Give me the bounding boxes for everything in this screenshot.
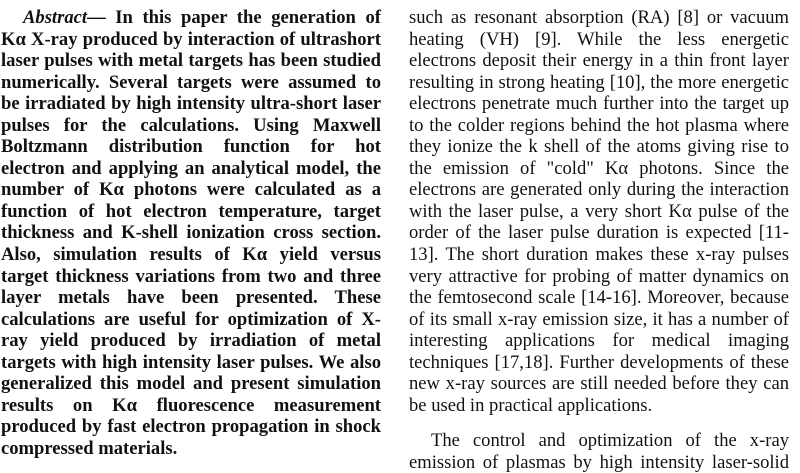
abstract-line: layer metals have been presented. These	[1, 287, 381, 309]
abstract-line: be irradiated by high intensity ultra-short laser	[1, 93, 381, 115]
body-line: interesting applications for medical imaging	[409, 330, 789, 352]
body-line: 13]. The short duration makes these x-ray pulses	[409, 244, 789, 266]
abstract-line: Boltzmann distribution function for hot	[1, 136, 381, 158]
abstract-line: number of Kα photons were calculated as a	[1, 179, 381, 201]
abstract-line: electron and applying an analytical model, the	[1, 157, 381, 179]
abstract-line: Kα X-ray produced by interaction of ultrashort	[1, 28, 381, 50]
body-line: The control and optimization of the x-ray	[431, 430, 789, 452]
abstract-label: Abstract	[23, 7, 88, 28]
body-line: heating (VH) [9]. While the less energetic	[409, 28, 789, 50]
body-line: electrons are generated only during the interaction	[409, 179, 789, 201]
body-line: electrons deposit their energy in a thin front layer	[409, 50, 789, 72]
body-line: emission of plasmas by high intensity laser-solid	[409, 451, 789, 473]
abstract-line: Also, simulation results of Kα yield versus	[1, 244, 381, 266]
abstract-line: produced by fast electron propagation in shock	[1, 416, 381, 438]
abstract-line: calculations are useful for optimization of X-	[1, 308, 381, 330]
body-line: to the colder regions behind the hot plasma where	[409, 114, 789, 136]
body-line: the femtosecond scale [14-16]. Moreover, because	[409, 287, 789, 309]
abstract-text: In this paper the generation of	[105, 7, 381, 28]
abstract-column	[1, 7, 381, 459]
body-column	[409, 7, 789, 473]
abstract-line: targets with high intensity laser pulses. We also	[1, 351, 381, 373]
abstract-dash: —	[87, 7, 106, 28]
abstract-line: laser pulses with metal targets has been studied	[1, 50, 381, 72]
abstract-line: target thickness variations from two and three	[1, 265, 381, 287]
body-line: techniques [17,18]. Further developments of these	[409, 351, 789, 373]
abstract-line: pulses for the calculations. Using Maxwell	[1, 114, 381, 136]
abstract-line: thickness and K-shell ionization cross section.	[1, 222, 381, 244]
body-line: electrons penetrate much further into the target up	[409, 93, 789, 115]
abstract-line: compressed materials.	[1, 437, 178, 459]
body-line: order of the laser pulse duration is expected [11-	[409, 222, 789, 244]
body-line: new x-ray sources are still needed before they can	[409, 373, 789, 395]
body-line: they ionize the k shell of the atoms giving rise to	[409, 136, 789, 158]
paragraph-gap	[409, 416, 789, 430]
body-line: be used in practical applications.	[409, 394, 653, 416]
body-line: such as resonant absorption (RA) [8] or vacuum	[409, 7, 789, 28]
abstract-line: results on Kα fluorescence measurement	[1, 394, 381, 416]
body-line: resulting in strong heating [10], the more energetic	[409, 71, 789, 93]
abstract-line	[1, 7, 381, 29]
abstract-line: ray yield produced by irradiation of metal	[1, 330, 381, 352]
abstract-line: function of hot electron temperature, target	[1, 200, 381, 222]
abstract-line: numerically. Several targets were assumed to	[1, 71, 381, 93]
body-line: very attractive for probing of matter dynamics on	[409, 265, 789, 287]
body-line: the emission of "cold" Kα photons. Since the	[409, 157, 789, 179]
abstract-line: generalized this model and present simulation	[1, 373, 381, 395]
body-line: of its small x-ray emission size, it has a number of	[409, 308, 789, 330]
body-line: with the laser pulse, a very short Kα pulse of the	[409, 200, 789, 222]
